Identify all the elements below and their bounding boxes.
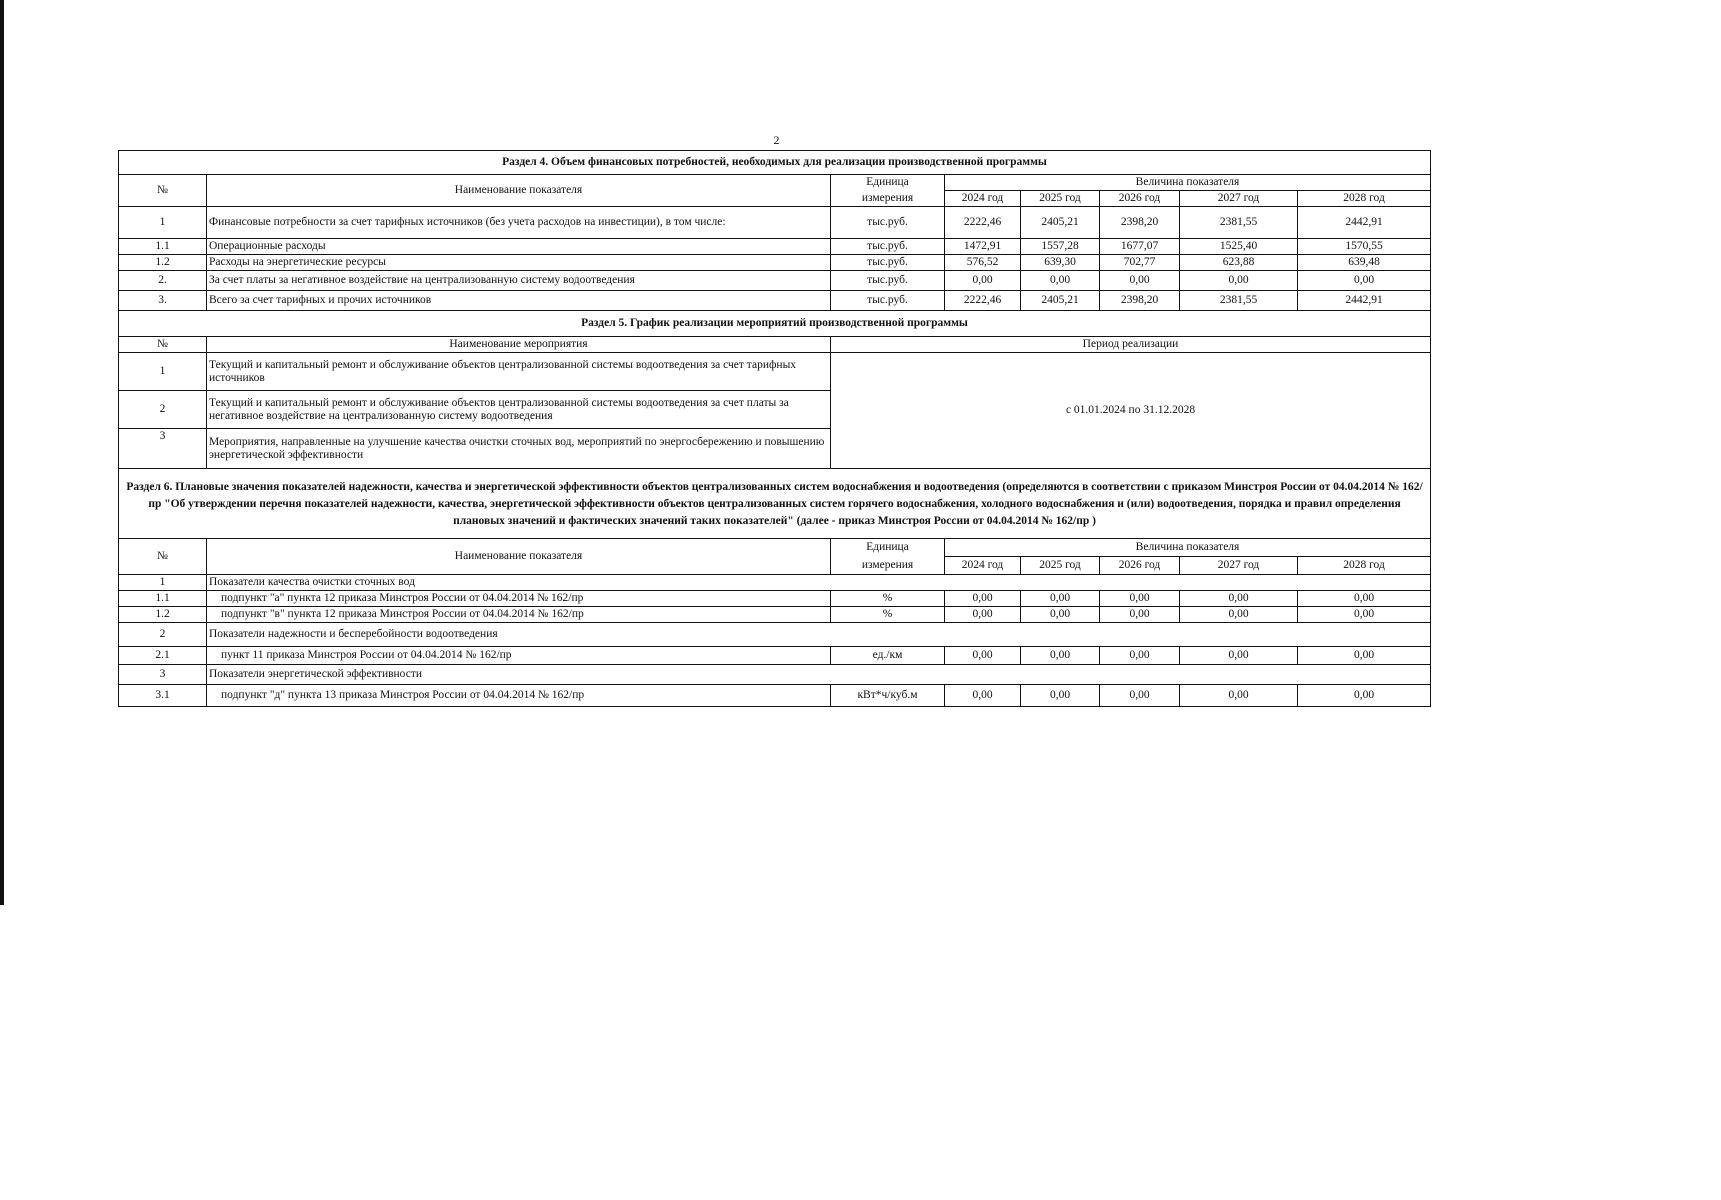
row-value: 2405,21: [1021, 291, 1100, 311]
row-value: 2442,91: [1298, 291, 1431, 311]
row-value: 0,00: [945, 591, 1021, 607]
section4-year: 2026 год: [1100, 191, 1180, 207]
table-row: [119, 353, 1431, 391]
row-value: 0,00: [1298, 271, 1431, 291]
row-value: 0,00: [1100, 647, 1180, 665]
section4-title: Раздел 4. Объем финансовых потребностей, необходимых для реализации производственной программы: [119, 151, 1431, 175]
row-num: 2.1: [119, 647, 207, 665]
page-number: 2: [773, 133, 780, 147]
row-value: 0,00: [1298, 685, 1431, 707]
row-value: 0,00: [1298, 591, 1431, 607]
row-value: 2381,55: [1180, 207, 1298, 239]
row-value: 0,00: [1021, 591, 1100, 607]
table-body: [119, 151, 1431, 707]
row-value: 639,30: [1021, 255, 1100, 271]
table-row: [119, 607, 1431, 623]
row-value: 0,00: [1298, 607, 1431, 623]
row-num: 1: [119, 207, 207, 239]
table-row: [119, 207, 1431, 239]
row-name: Расходы на энергетические ресурсы: [207, 255, 831, 271]
section6-title-row: [119, 469, 1431, 539]
row-value: 0,00: [1021, 647, 1100, 665]
row-name: Мероприятия, направленные на улучшение качества очистки сточных вод, мероприятий по энергосбережению и повышению энергетической эффективности: [207, 429, 831, 469]
group-name: Показатели надежности и бесперебойности водоотведения: [207, 623, 1431, 647]
row-unit: ед./км: [831, 647, 945, 665]
row-name: Всего за счет тарифных и прочих источников: [207, 291, 831, 311]
row-value: 0,00: [1021, 685, 1100, 707]
row-name: подпункт "д" пункта 13 приказа Минстроя России от 04.04.2014 № 162/пр: [207, 685, 831, 707]
row-unit: %: [831, 591, 945, 607]
row-num: 1.2: [119, 607, 207, 623]
row-value: 0,00: [945, 271, 1021, 291]
group-row: [119, 575, 1431, 591]
main-table: [118, 150, 1431, 707]
group-name: Показатели качества очистки сточных вод: [207, 575, 1431, 591]
row-unit: тыс.руб.: [831, 207, 945, 239]
section4-col-value: Величина показателя: [945, 175, 1431, 191]
section5-col-period: Период реализации: [831, 337, 1431, 353]
row-unit: тыс.руб.: [831, 271, 945, 291]
row-unit: тыс.руб.: [831, 255, 945, 271]
row-value: 0,00: [1180, 271, 1298, 291]
row-num: 2.: [119, 271, 207, 291]
table-row: [119, 591, 1431, 607]
table-row: [119, 291, 1431, 311]
row-name: За счет платы за негативное воздействие на централизованную систему водоотведения: [207, 271, 831, 291]
row-value: 2442,91: [1298, 207, 1431, 239]
group-row: [119, 623, 1431, 647]
row-num: 3: [119, 429, 207, 469]
section4-year: 2028 год: [1298, 191, 1431, 207]
section6-year: 2027 год: [1180, 557, 1298, 575]
table-row: [119, 647, 1431, 665]
section6-year: 2024 год: [945, 557, 1021, 575]
table-row: [119, 239, 1431, 255]
row-value: 2398,20: [1100, 207, 1180, 239]
section6-col-name: Наименование показателя: [207, 539, 831, 575]
section5-period: с 01.01.2024 по 31.12.2028: [831, 353, 1431, 469]
row-name: Операционные расходы: [207, 239, 831, 255]
row-num: 1.1: [119, 239, 207, 255]
row-unit: %: [831, 607, 945, 623]
row-value: 0,00: [945, 685, 1021, 707]
group-row: [119, 665, 1431, 685]
row-value: 2398,20: [1100, 291, 1180, 311]
row-num: 3.: [119, 291, 207, 311]
section6-col-unit-1: Единица: [831, 539, 945, 557]
section6-col-value: Величина показателя: [945, 539, 1431, 557]
row-value: 1472,91: [945, 239, 1021, 255]
row-value: 1570,55: [1298, 239, 1431, 255]
section4-col-num: №: [119, 175, 207, 207]
section4-year: 2025 год: [1021, 191, 1100, 207]
row-name: подпункт "а" пункта 12 приказа Минстроя России от 04.04.2014 № 162/пр: [207, 591, 831, 607]
row-value: 0,00: [1100, 685, 1180, 707]
section6-header-row: [119, 539, 1431, 557]
section6-col-unit-2: измерения: [831, 557, 945, 575]
row-value: 623,88: [1180, 255, 1298, 271]
row-value: 0,00: [1180, 591, 1298, 607]
row-value: 0,00: [1021, 607, 1100, 623]
section4-col-unit-1: Единица: [831, 175, 945, 191]
row-unit: тыс.руб.: [831, 291, 945, 311]
row-num: 1.1: [119, 591, 207, 607]
section4-title-row: [119, 151, 1431, 175]
table-row: [119, 685, 1431, 707]
group-num: 1: [119, 575, 207, 591]
section4-col-name: Наименование показателя: [207, 175, 831, 207]
group-name: Показатели энергетической эффективности: [207, 665, 1431, 685]
row-value: 2222,46: [945, 291, 1021, 311]
section4-col-unit-2: измерения: [831, 191, 945, 207]
section5-title-row: [119, 311, 1431, 337]
row-name: Текущий и капитальный ремонт и обслуживание объектов централизованной системы водоотведения за счет тарифных источников: [207, 353, 831, 391]
row-unit: кВт*ч/куб.м: [831, 685, 945, 707]
row-num: 3.1: [119, 685, 207, 707]
row-value: 0,00: [945, 607, 1021, 623]
section5-col-name: Наименование мероприятия: [207, 337, 831, 353]
section5-title: Раздел 5. График реализации мероприятий производственной программы: [119, 311, 1431, 337]
row-value: 1557,28: [1021, 239, 1100, 255]
row-value: 576,52: [945, 255, 1021, 271]
row-value: 702,77: [1100, 255, 1180, 271]
row-name: Финансовые потребности за счет тарифных источников (без учета расходов на инвестиции), в том числе:: [207, 207, 831, 239]
row-name: пункт 11 приказа Минстроя России от 04.04.2014 № 162/пр: [207, 647, 831, 665]
row-num: 2: [119, 391, 207, 429]
row-value: 2381,55: [1180, 291, 1298, 311]
row-name: подпункт "в" пункта 12 приказа Минстроя России от 04.04.2014 № 162/пр: [207, 607, 831, 623]
row-value: 639,48: [1298, 255, 1431, 271]
section5-col-num: №: [119, 337, 207, 353]
row-value: 1677,07: [1100, 239, 1180, 255]
section4-year: 2024 год: [945, 191, 1021, 207]
section6-title: Раздел 6. Плановые значения показателей надежности, качества и энергетической эффективности объектов централизованных систем водоснабжения и водоотведения (определяются в соответствии с приказом Минстроя России от 04.04.2014 № 162/пр "Об утверждении перечня показателей надежности, качества, энергетической эффективности объектов централизованных систем горячего водоснабжения, холодного водоснабжения и (или) водоотведения, порядка и правил определения плановых значений и фактических значений таких показателей" (далее - приказ Минстроя России от 04.04.2014 № 162/пр ): [119, 469, 1431, 539]
row-value: 2222,46: [945, 207, 1021, 239]
row-value: 0,00: [1100, 271, 1180, 291]
row-value: 0,00: [1180, 607, 1298, 623]
row-unit: тыс.руб.: [831, 239, 945, 255]
table-row: [119, 271, 1431, 291]
row-value: 2405,21: [1021, 207, 1100, 239]
row-name: Текущий и капитальный ремонт и обслуживание объектов централизованной системы водоотведения за счет платы за негативное воздействие на централизованную систему водоотведения: [207, 391, 831, 429]
row-num: 1: [119, 353, 207, 391]
section5-header-row: [119, 337, 1431, 353]
document-table-frame: [118, 150, 1430, 707]
row-value: 0,00: [1021, 271, 1100, 291]
section4-header-row: [119, 175, 1431, 191]
table-row: [119, 255, 1431, 271]
row-value: 0,00: [1298, 647, 1431, 665]
row-value: 0,00: [945, 647, 1021, 665]
row-value: 0,00: [1180, 685, 1298, 707]
row-value: 0,00: [1100, 591, 1180, 607]
section6-year: 2025 год: [1021, 557, 1100, 575]
section6-year: 2028 год: [1298, 557, 1431, 575]
row-value: 1525,40: [1180, 239, 1298, 255]
section6-year: 2026 год: [1100, 557, 1180, 575]
row-value: 0,00: [1100, 607, 1180, 623]
row-num: 1.2: [119, 255, 207, 271]
group-num: 2: [119, 623, 207, 647]
section6-col-num: №: [119, 539, 207, 575]
row-value: 0,00: [1180, 647, 1298, 665]
section4-year: 2027 год: [1180, 191, 1298, 207]
group-num: 3: [119, 665, 207, 685]
